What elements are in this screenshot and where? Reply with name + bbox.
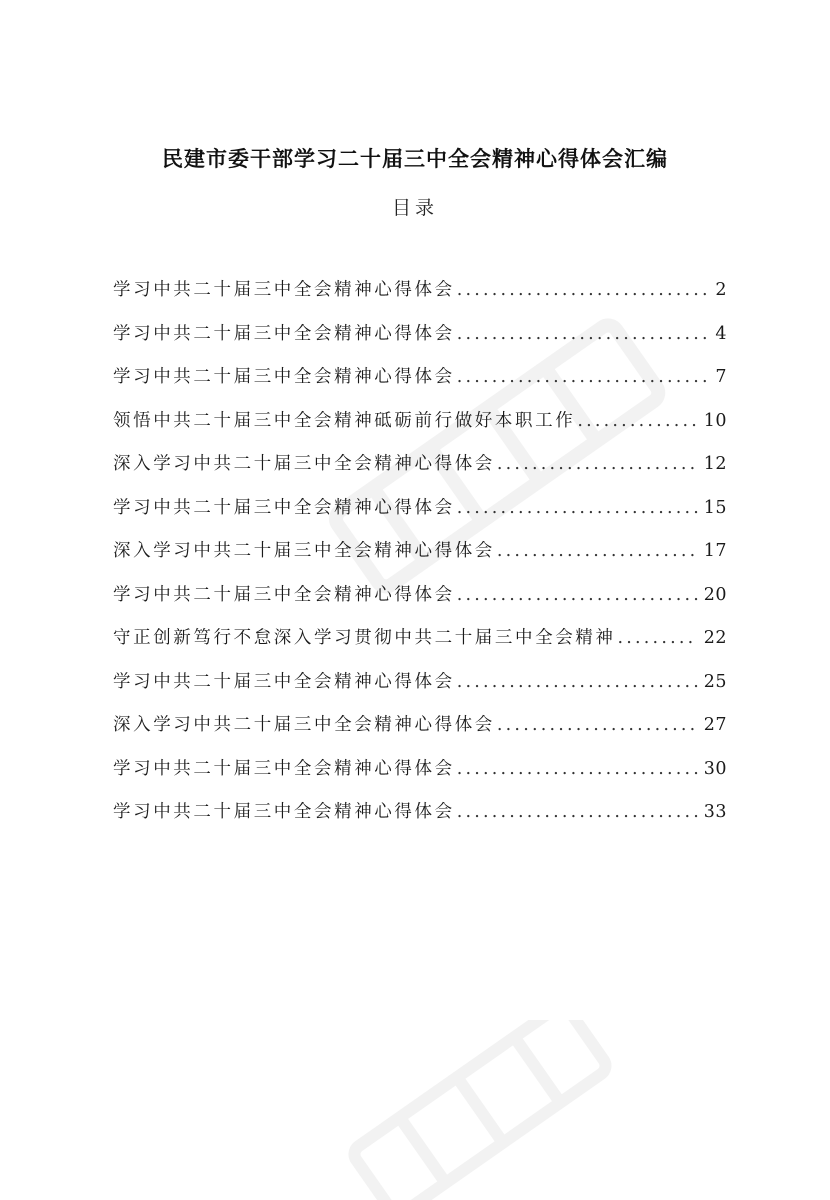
toc-entry-label: 学习中共二十届三中全会精神心得体会 <box>113 671 455 692</box>
toc-entry[interactable] <box>113 276 727 320</box>
toc-leader-dots <box>618 628 698 648</box>
toc-heading: 目录 <box>391 197 438 219</box>
toc-leader-dots <box>457 672 698 692</box>
toc-leader-dots <box>457 324 710 344</box>
toc-leader-dots <box>457 280 710 300</box>
toc-entry-label: 深入学习中共二十届三中全会精神心得体会 <box>113 454 495 474</box>
toc-entry[interactable] <box>113 494 727 538</box>
toc-entry[interactable] <box>113 711 727 755</box>
toc-entry-page: 2 <box>715 280 727 300</box>
toc-entry[interactable] <box>113 537 727 581</box>
watermark-graphic-bottom <box>330 1020 630 1200</box>
toc-entry-page: 12 <box>703 454 727 474</box>
toc-entry[interactable] <box>113 581 727 625</box>
toc-entry-label: 学习中共二十届三中全会精神心得体会 <box>113 802 455 822</box>
toc-entry-page: 17 <box>703 541 727 561</box>
toc-leader-dots <box>497 454 698 474</box>
toc-entry-label: 学习中共二十届三中全会精神心得体会 <box>113 323 455 344</box>
toc-entry-label: 学习中共二十届三中全会精神心得体会 <box>113 758 455 779</box>
toc-entry-page: 30 <box>703 758 727 779</box>
toc-leader-dots <box>457 802 698 822</box>
toc-entry-label: 深入学习中共二十届三中全会精神心得体会 <box>113 715 495 735</box>
toc-entry-page: 7 <box>715 367 727 387</box>
toc-entry[interactable] <box>113 363 727 407</box>
toc-entry[interactable] <box>113 624 727 668</box>
toc-entry-page: 20 <box>703 584 727 605</box>
toc-entry[interactable] <box>113 407 727 451</box>
toc-leader-dots <box>497 541 698 561</box>
toc-entry[interactable] <box>113 798 727 842</box>
toc-entry[interactable] <box>113 450 727 494</box>
toc-entry[interactable] <box>113 668 727 712</box>
toc-entry-label: 学习中共二十届三中全会精神心得体会 <box>113 584 455 605</box>
toc-leader-dots <box>577 411 697 431</box>
table-of-contents <box>113 276 727 842</box>
document-title: 民建市委干部学习二十届三中全会精神心得体会汇编 <box>162 146 668 171</box>
toc-entry-label: 领悟中共二十届三中全会精神砥砺前行做好本职工作 <box>113 410 576 431</box>
toc-entry[interactable] <box>113 755 727 799</box>
toc-entry-label: 学习中共二十届三中全会精神心得体会 <box>113 280 455 300</box>
toc-entry-page: 15 <box>703 497 727 518</box>
toc-entry-label: 学习中共二十届三中全会精神心得体会 <box>113 497 455 518</box>
toc-leader-dots <box>457 759 698 779</box>
toc-entry-label: 深入学习中共二十届三中全会精神心得体会 <box>113 541 495 561</box>
toc-leader-dots <box>457 367 710 387</box>
toc-leader-dots <box>457 498 698 518</box>
toc-entry-label: 守正创新笃行不怠深入学习贯彻中共二十届三中全会精神 <box>113 628 616 648</box>
toc-entry-page: 27 <box>703 715 727 735</box>
toc-entry-page: 4 <box>715 323 727 344</box>
toc-entry-label: 学习中共二十届三中全会精神心得体会 <box>113 367 455 387</box>
toc-entry-page: 22 <box>703 628 727 648</box>
toc-leader-dots <box>457 585 698 605</box>
toc-entry-page: 25 <box>703 671 727 692</box>
toc-entry[interactable] <box>113 320 727 364</box>
toc-leader-dots <box>497 715 698 735</box>
toc-entry-page: 10 <box>703 410 727 431</box>
toc-entry-page: 33 <box>703 802 727 822</box>
